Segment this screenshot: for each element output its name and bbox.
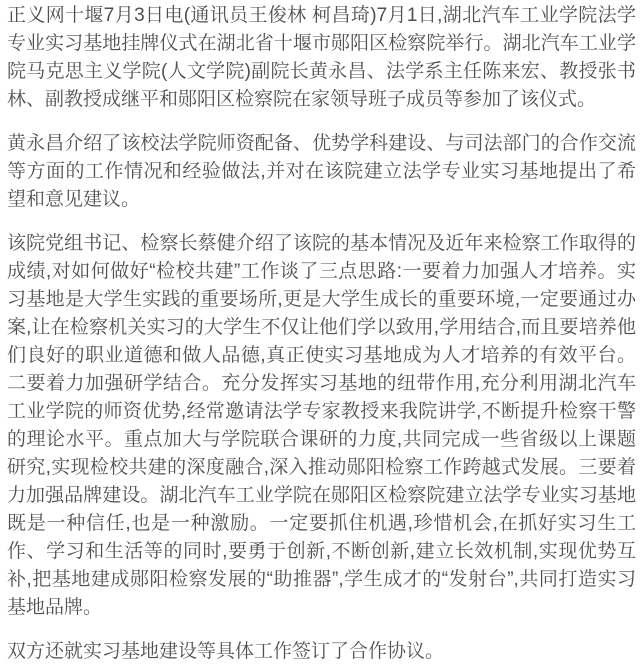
paragraph-agreement-signing: 双方还就实习基地建设等具体工作签订了合作协议。 <box>7 641 445 662</box>
paragraph-dateline-intro: 正义网十堰7月3日电(通讯员王俊林 柯昌琦)7月1日,湖北汽车工业学院法学专业实习基地挂牌仪式在湖北省十堰市郧阳区检察院举行。湖北汽车工业学院马克思主义学院(人文学院)副院长黄永昌、法学系主任陈来宏、教授张书林、副教授成继平和郧阳区检察院在家领导班子成员等参加了该仪式。 <box>7 5 636 110</box>
paragraph-procurator-general-remarks: 该院党组书记、检察长蔡健介绍了该院的基本情况及近年来检察工作取得的成绩,对如何做好“检校共建”工作谈了三点思路:一要着力加强人才培养。实习基地是大学生实践的重要场所,更是大学生成长的重要环境,一定要通过办案,让在检察机关实习的大学生不仅让他们学以致用,学用结合,而且要培养他们良好的职业道德和做人品德,真正使实习基地成为人才培养的有效平台。二要着力加强研学结合。充分发挥实习基地的纽带作用,充分利用湖北汽车工业学院的师资优势,经常邀请法学专家教授来我院讲学,不断提升检察干警的理论水平。重点加大与学院联合课研的力度,共同完成一些省级以上课题研究,实现检校共建的深度融合,深入推动郧阳检察工作跨越式发展。三要着力加强品牌建设。湖北汽车工业学院在郧阳区检察院建立法学专业实习基地既是一种信任,也是一种激励。一定要抓住机遇,珍惜机会,在抓好实习生工作、学习和生活等的同时,要勇于创新,不断创新,建立长效机制,实现优势互补,把基地建成郧阳检察发展的“助推器”,学生成才的“发射台”,共同打造实习基地品牌。 <box>7 233 636 618</box>
paragraph-huang-yongchang-remarks: 黄永昌介绍了该校法学院师资配备、优势学科建设、与司法部门的合作交流等方面的工作情况和经验做法,并对在该院建立法学专业实习基地提出了希望和意见建议。 <box>7 133 636 210</box>
